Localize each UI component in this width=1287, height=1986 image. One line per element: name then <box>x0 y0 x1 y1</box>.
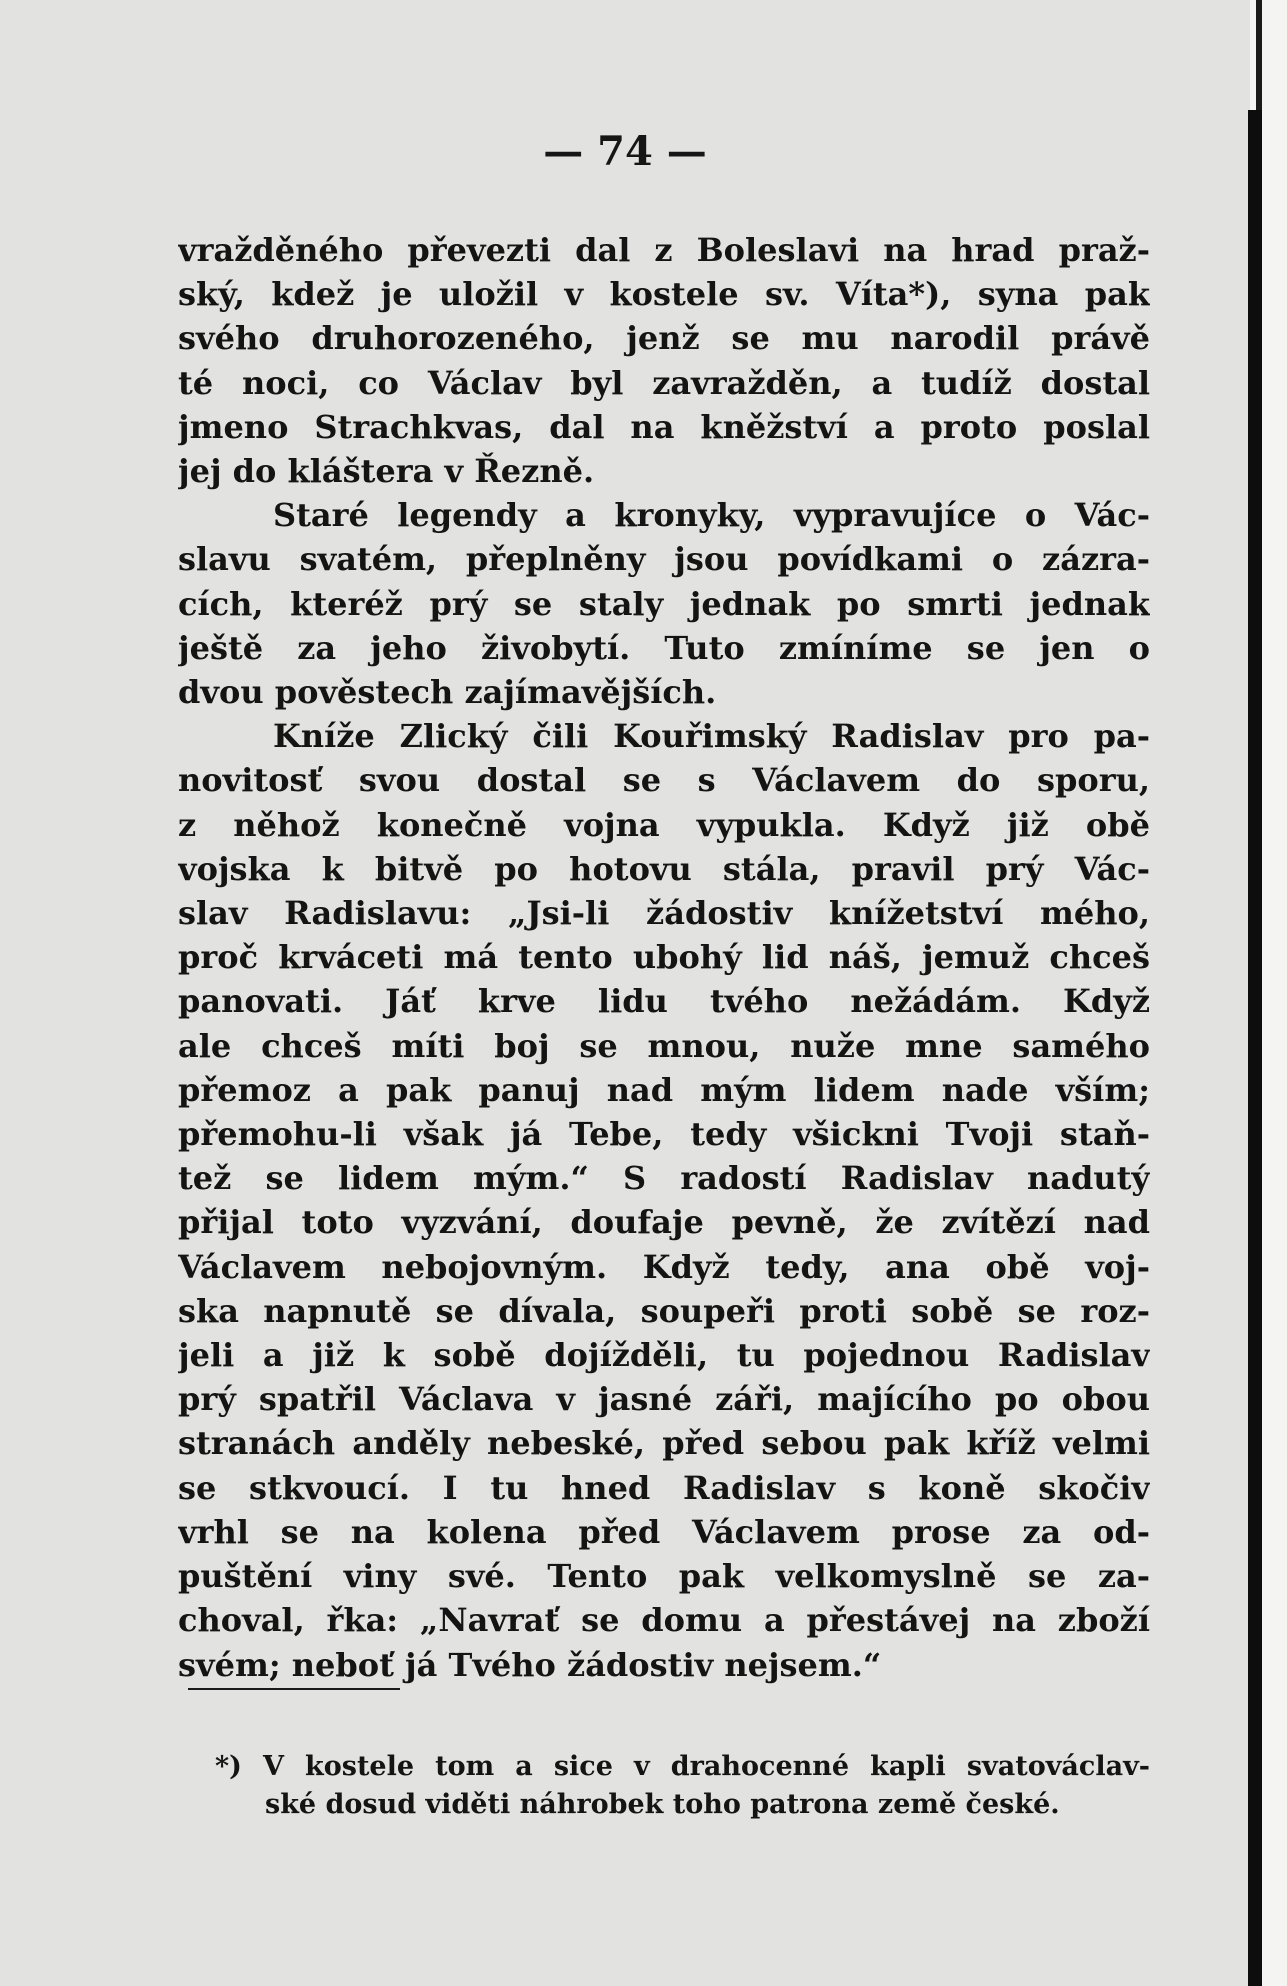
text-line: slavu svatém, přeplněny jsou povídkami o zázra- <box>178 540 1150 579</box>
body-text <box>178 228 1150 1687</box>
text-line: přemoz a pak panuj nad mým lidem nade vším; <box>178 1070 1150 1109</box>
footnote-line: *) V kostele tom a sice v drahocenné kapli svatováclav- <box>215 1751 1150 1782</box>
text-line: jmeno Strachkvas, dal na kněžství a proto poslal <box>178 407 1150 446</box>
page-number: — 74 — <box>543 128 707 175</box>
text-line: Staré legendy a kronyky, vypravujíce o Vác- <box>273 496 1150 535</box>
text-line: panovati. Jáť krve lidu tvého nežádám. Když <box>178 982 1150 1021</box>
text-line: cích, kteréž prý se staly jednak po smrti jednak <box>178 584 1150 623</box>
text-line: vrhl se na kolena před Václavem prose za od- <box>178 1512 1150 1551</box>
text-line: svého druhorozeného, jenž se mu narodil právě <box>178 319 1150 358</box>
text-line: dvou pověstech zajímavějších. <box>178 673 717 712</box>
text-line: jej do kláštera v Řezně. <box>178 452 595 491</box>
binding-edge-top <box>1256 0 1262 120</box>
text-line: se stkvoucí. I tu hned Radislav s koně skočiv <box>178 1468 1150 1507</box>
text-line: proč krváceti má tento ubohý lid náš, jemuž chceš <box>178 938 1150 977</box>
text-line: přijal toto vyzvání, doufaje pevně, že zvítězí nad <box>178 1203 1150 1242</box>
text-line: slav Radislavu: „Jsi-li žádostiv knížetství mého, <box>178 894 1150 933</box>
text-line: Václavem nebojovným. Když tedy, ana obě voj- <box>178 1247 1150 1286</box>
text-line: stranách anděly nebeské, před sebou pak kříž velmi <box>178 1424 1150 1463</box>
text-line: choval, řka: „Navrať se domu a přestávej na zboží <box>178 1601 1150 1640</box>
text-line: vražděného převezti dal z Boleslavi na hrad praž- <box>178 231 1150 269</box>
text-line: z něhož konečně vojna vypukla. Když již obě <box>178 805 1150 844</box>
footnote-line: ské dosud viděti náhrobek toho patrona země české. <box>265 1789 1060 1820</box>
text-line: ještě za jeho živobytí. Tuto zmíníme se jen o <box>178 628 1150 667</box>
text-line: ale chceš míti boj se mnou, nuže mne samého <box>178 1026 1150 1065</box>
text-line: jeli a již k sobě dojížděli, tu pojednou Radislav <box>178 1336 1150 1375</box>
text-line: vojska k bitvě po hotovu stála, pravil prý Vác- <box>178 849 1150 888</box>
text-line: ský, kdež je uložil v kostele sv. Víta*), syna pak <box>178 275 1150 314</box>
footnote-divider <box>188 1688 400 1690</box>
text-line: Kníže Zlický čili Kouřimský Radislav pro pa- <box>273 717 1150 756</box>
text-line: té noci, co Václav byl zavražděn, a tudíž dostal <box>178 363 1150 402</box>
footnote <box>215 1748 1150 1824</box>
text-line: tež se lidem mým.“ S radostí Radislav nadutý <box>178 1159 1150 1198</box>
text-line: prý spatřil Václava v jasné záři, majícího po obou <box>178 1380 1150 1419</box>
text-line: ska napnutě se dívala, soupeři proti sobě se roz- <box>178 1291 1150 1330</box>
text-line: přemohu-li však já Tebe, tedy všickni Tvoji staň- <box>178 1115 1150 1154</box>
text-line: svém; neboť já Tvého žádostiv nejsem.“ <box>178 1645 882 1684</box>
text-line: puštění viny své. Tento pak velkomyslně se za- <box>178 1557 1150 1596</box>
binding-edge <box>1248 110 1262 1986</box>
text-line: novitosť svou dostal se s Václavem do sporu, <box>178 761 1150 800</box>
